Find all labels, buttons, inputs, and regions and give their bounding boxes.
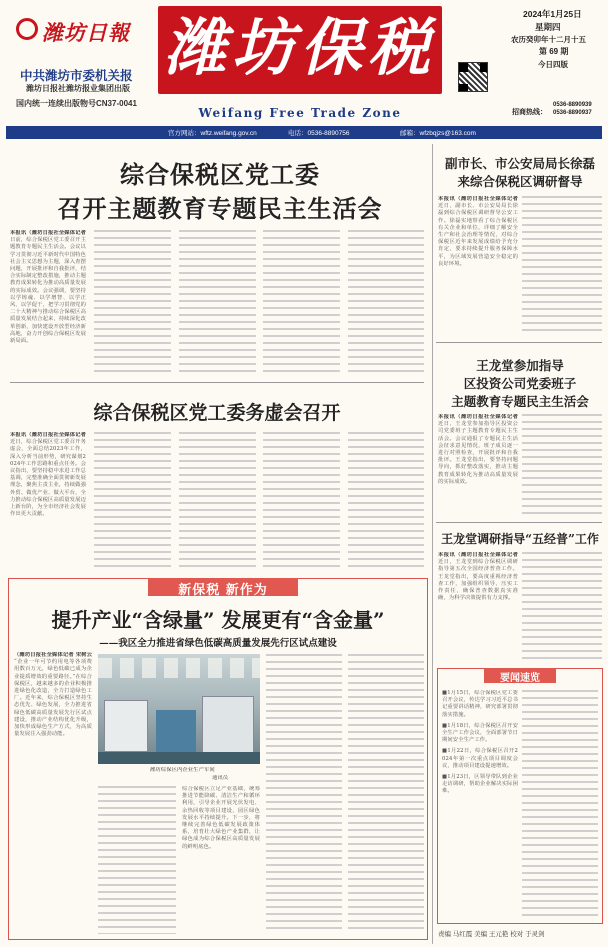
second-byline: 本报讯（潍坊日报社全媒体记者 — [10, 432, 86, 438]
second-col-3 — [179, 432, 256, 570]
second-col-4 — [263, 432, 340, 570]
ad-phone-1: 0536-8890939 — [553, 102, 592, 108]
ad-label: 招商热线： — [512, 109, 547, 116]
story3-col-2 — [522, 552, 602, 664]
lead-col-4 — [263, 230, 340, 376]
issue-number: 第 69 期 — [539, 47, 569, 56]
issue-weekday: 星期四 — [535, 22, 561, 32]
story1-byline: 本报讯（潍坊日报社全媒体记者 — [438, 196, 518, 202]
lead-col-2 — [94, 230, 171, 376]
lead-byline: 本报讯（潍坊日报社全媒体记者 — [10, 230, 86, 236]
info-phone: 电话：0536-8890756 — [288, 130, 350, 137]
lead-paragraph: 日前，综合保税区党工委召开主题教育专题民主生活会。会议以学习贯彻习近平新时代中国特色社会主义思想为主题，深入查摆问题，开展批评和自我批评，结合实际制定整改措施，推动主题教育成果转化为推动高质量发展的实际成效。会议强调，要坚持以学铸魂、以学增智、以学正风、以学促干，把学习贯彻党的二十大精神与推动综合保税区高质量发展结合起来，持续深化改革创新，加快建设开放型经济新高地，奋力开创综合保税区发展新局面。 — [10, 237, 86, 345]
photo-machine-1 — [104, 700, 148, 752]
photo-machine-2 — [156, 710, 196, 754]
story2-text: 近日，王龙堂参加指导区投资公司党委班子主题教育专题民主生活会。会议通报了专题民主生活会征求意见情况，班子成员逐一进行对照检查，开展批评和自我批评。王龙堂指出，要坚持问题导向，抓好整改落实，推动主题教育成果转化为推动高质量发展的实际成效。 — [438, 421, 518, 485]
masthead-cn-number: 国内统一连续出版物号CN37-0041 — [16, 99, 137, 108]
feature-photo — [98, 654, 260, 764]
second-col-2 — [94, 432, 171, 570]
feature-col-5 — [348, 654, 424, 934]
paper-logo-icon — [16, 18, 38, 40]
story1-col-2 — [522, 196, 602, 336]
ad-phone-2: 0536-8890937 — [553, 110, 592, 116]
feature-byline: （潍坊日报社全媒体记者 宋树云 — [14, 652, 92, 658]
photo-ceiling-lights — [98, 658, 260, 678]
photo-machine-3 — [202, 696, 254, 754]
story3-col-1 — [438, 552, 518, 664]
divider — [436, 522, 602, 523]
lead-title-line-1: 综合保税区党工委 — [120, 160, 320, 189]
second-title: 综合保税区党工委务虚会召开 — [93, 402, 341, 424]
divider — [436, 342, 602, 343]
photo-floor — [98, 752, 260, 764]
info-website: 官方网站：wftz.weifang.gov.cn — [168, 130, 257, 137]
story1-col-1 — [438, 196, 518, 336]
news-brief-item: ■1月15日，综合保税区党工委召开会议，传达学习习近平总书记重要讲话精神，研究部署贯彻落实措施。 — [442, 690, 518, 718]
story2-col-1 — [438, 414, 518, 516]
feature-col-3 — [182, 786, 260, 934]
story2-title-3: 主题教育专题民主生活会 — [451, 394, 589, 409]
story3-byline: 本报讯（潍坊日报社全媒体记者 — [438, 552, 518, 558]
qr-code-icon — [458, 62, 488, 92]
story3-text: 近日，王龙堂到综合保税区调研指导第五次全国经济普查工作。王龙堂指出，要高度重视经济普查工作，加强组织领导，压实工作责任，确保普查数据真实准确，为科学决策提供有力支撑。 — [438, 559, 518, 602]
photo-credit — [212, 775, 258, 783]
masthead — [0, 0, 608, 130]
paper-logo-text: 潍坊日報 — [42, 20, 130, 45]
story2-col-2 — [522, 414, 602, 516]
second-paragraph: 近日，综合保税区党工委召开务虚会，全面总结2023年工作，深入分析当前形势，研究谋划2024年工作思路和重点任务。会议指出，要坚持稳中求进工作总基调，完整准确全面贯彻新发展理念，聚焦主责主业，持续做强外贸、做优产业、做大平台，全力推动综合保税区高质量发展迈上新台阶，为全市经济社会发展作出更大贡献。 — [10, 439, 86, 518]
news-brief-col-1 — [442, 690, 518, 918]
issue-pages: 今日四版 — [538, 60, 568, 69]
news-brief-heading: 要闻速览 — [500, 673, 540, 684]
feature-kicker: 新保税 新作为 — [178, 583, 268, 598]
news-brief-item: ■1月18日，综合保税区召开安全生产工作会议，全面部署节日期间安全生产工作。 — [442, 722, 518, 744]
masthead-title-en: Weifang Free Trade Zone — [198, 106, 402, 120]
divider — [10, 382, 424, 383]
story2-title-1: 王龙堂参加指导 — [476, 358, 564, 373]
feature-title: 提升产业“含绿量” 发展更有“含金量” — [51, 608, 385, 632]
story3-title: 王龙堂调研指导“五经普”工作 — [441, 532, 599, 546]
photo-credit-text: 通讯员 — [212, 775, 229, 781]
masthead-org: 中共潍坊市委机关报 — [20, 68, 133, 83]
news-brief-col-2 — [522, 690, 598, 918]
news-brief-item: ■1月23日，区领导带队到企业走访调研，帮助企业解决实际困难。 — [442, 774, 518, 795]
story1-text: 近日，副市长、市公安局局长徐磊到综合保税区调研督导公安工作。徐磊实地察看了综合保税区有关企业和单位，详细了解安全生产和社会治理等情况，对综合保税区近年来发展成绩给予充分肯定，要求持续提升服务保障水平，为区域发展营造安全稳定的良好环境。 — [438, 203, 518, 267]
feature-col-1 — [14, 652, 92, 935]
footer-editors: 责编 马红霞 美编 王元艳 校对 于灵剑 — [438, 931, 545, 938]
lead-title-line-2: 召开主题教育专题民主生活会 — [57, 194, 383, 223]
feature-col-2 — [98, 786, 176, 934]
paper-logo — [14, 14, 144, 44]
lead-col-3 — [179, 230, 256, 376]
info-email: 邮箱：wfzbqjzs@163.com — [400, 130, 476, 137]
story2-title-2: 区投资公司党委班子 — [463, 376, 577, 391]
feature-col-4 — [266, 654, 342, 934]
second-body — [10, 432, 424, 572]
column-divider — [432, 144, 433, 944]
issue-lunar: 农历癸卯年十二月十五 — [511, 35, 586, 44]
feature-subtitle: ——我区全力推进省绿色低碳高质量发展先行区试点建设 — [99, 638, 337, 649]
issue-date: 2024年1月25日 — [523, 9, 582, 19]
second-col-5 — [348, 432, 424, 570]
second-col-1 — [10, 432, 86, 570]
news-brief-item: ■1月22日，综合保税区召开2024年第一次重点项目调度会议，推动项目建设提速增效。 — [442, 748, 518, 769]
story2-byline: 本报讯（潍坊日报社全媒体记者 — [438, 414, 518, 420]
masthead-publisher: 潍坊日报社潍坊报业集团出版 — [26, 84, 130, 93]
story1-title-1: 副市长、市公安局局长徐磊 — [444, 156, 595, 171]
lead-col-5 — [348, 230, 424, 376]
photo-caption-text: 潍坊综保区内企业生产车间 — [150, 767, 215, 773]
lead-body — [10, 230, 424, 378]
feature-paragraph-1: “企业一年可节约用电等各项费用数百万元，绿色低碳已成为企业提质增效的重要路径。”在综合保税区，越来越多的企业积极推进绿色化改造，全力打造绿色工厂。近年来，综合保税区坚持生态优先、绿色发展，全力推进省绿色低碳高质量发展先行区试点建设，推动产业结构优化升级，加快形成绿色生产方式，为高质量发展注入强劲动能。 — [14, 659, 92, 738]
masthead-title: 潍坊保税 — [163, 11, 436, 84]
story1-title-2: 来综合保税区调研督导 — [457, 174, 583, 189]
lead-col-1 — [10, 230, 86, 376]
feature-paragraph-2: 综合保税区立足产业基础，统筹推进节能降碳、清洁生产和循环利用，引导企业开展光伏发电、余热回收等项目建设，园区绿色发展水平持续提升。下一步，将继续完善绿色低碳发展政策体系，培育壮大绿色产业集群，让绿色成为综合保税区高质量发展的鲜明底色。 — [182, 786, 260, 850]
